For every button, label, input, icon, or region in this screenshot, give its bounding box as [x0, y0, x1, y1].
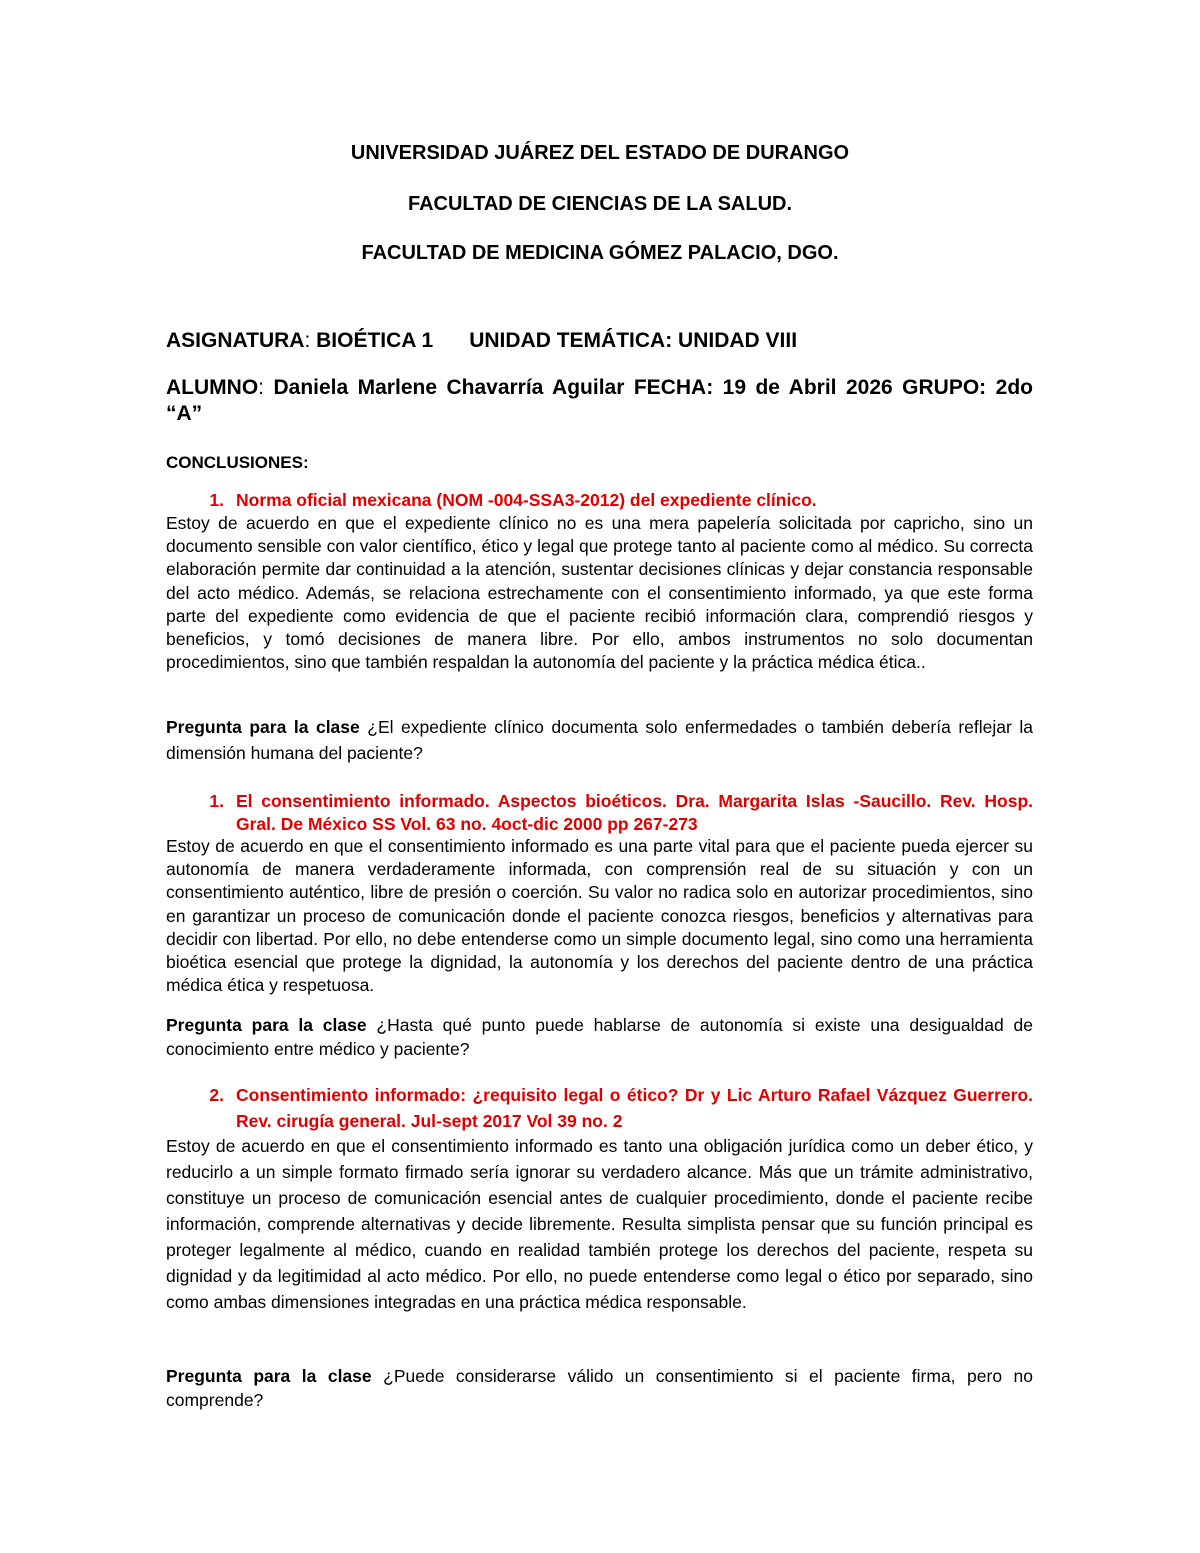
group-value: 2do “A”	[166, 376, 1033, 425]
class-question	[166, 1013, 1033, 1061]
section-number: 1.	[209, 791, 224, 811]
date-label: FECHA:	[633, 376, 714, 399]
section-number: 2.	[209, 1085, 224, 1105]
question-text: ¿El expediente clínico documenta solo enfermedades o también debería reflejar la dimensión humana del paciente?	[166, 717, 1033, 763]
question-label: Pregunta para la clase	[166, 1015, 367, 1035]
section-title: El consentimiento informado. Aspectos bioéticos. Dra. Margarita Islas -Saucillo. Rev. Hosp. Gral. De México SS Vol. 63 no. 4oct-dic 2000 pp 267-273	[236, 791, 1033, 834]
unit-separator: :	[665, 329, 673, 352]
school-title: FACULTAD DE MEDICINA GÓMEZ PALACIO, DGO.	[361, 242, 839, 264]
section-body: Estoy de acuerdo en que el expediente clínico no es una mera papelería solicitada por capricho, sino un documento sensible con valor científico, ético y legal que protege tanto al paciente como al médico. Su correcta elaboración permite dar continuidad a la atención, sustentar decisiones clínicas y dejar constancia responsable del acto médico. Además, se relaciona estrechamente con el consentimiento informado, ya que este forma parte del expediente como evidencia de que el paciente recibió información clara, comprendió riesgos y beneficios, y tomó decisiones de manera libre. Por ello, ambos instrumentos no solo documentan procedimientos, sino que también respaldan la autonomía del paciente y la práctica médica ética..	[166, 513, 1033, 673]
section-heading	[166, 488, 1033, 512]
section-body: Estoy de acuerdo en que el consentimiento informado es tanto una obligación jurídica como un deber ético, y reducirlo a un simple formato firmado sería ignorar su verdadero alcance. Más que un trámite administrativo, constituye un proceso de comunicación esencial antes de cualquier procedimiento, donde el paciente recibe información, comprende alternativas y decide libremente. Resulta simplista pensar que su función principal es proteger legalmente al médico, cuando en realidad también protege los derechos del paciente, respeta su dignidad y da legitimidad al acto médico. Por ello, no puede entenderse como legal o ético por separado, sino como ambas dimensiones integradas en una práctica médica responsable.	[166, 1136, 1033, 1312]
question-label: Pregunta para la clase	[166, 1366, 372, 1386]
subject-value: BIOÉTICA 1	[310, 329, 434, 352]
section-title: Norma oficial mexicana (NOM -004-SSA3-2012) del expediente clínico.	[236, 490, 817, 510]
faculty-title: FACULTAD DE CIENCIAS DE LA SALUD.	[407, 193, 793, 215]
section-body: Estoy de acuerdo en que el consentimiento informado es una parte vital para que el paciente pueda ejercer su autonomía de manera verdaderamente informada, con comprensión real de su situación y con un consentimiento auténtico, libre de presión o coerción. Su valor no radica solo en autorizar procedimientos, sino en garantizar un proceso de comunicación donde el paciente conozca riesgos, beneficios y alternativas para decidir con libertad. Por ello, no debe entenderse como un simple documento legal, sino como una herramienta bioética esencial que protege la dignidad, la autonomía y los derechos del paciente dentro de una práctica médica ética y respetuosa.	[166, 836, 1033, 996]
section-heading	[166, 1082, 1033, 1134]
group-label: GRUPO:	[902, 376, 987, 399]
class-question	[166, 714, 1033, 766]
subject-separator: :	[304, 329, 311, 352]
university-title: UNIVERSIDAD JUÁREZ DEL ESTADO DE DURANGO	[350, 142, 850, 164]
subject-label: ASIGNATURA	[166, 329, 305, 352]
unit-value: UNIDAD VIII	[672, 329, 798, 352]
question-text: ¿Hasta qué punto puede hablarse de autonomía si existe una desigualdad de conocimiento entre médico y paciente?	[166, 1015, 1033, 1059]
question-label: Pregunta para la clase	[166, 717, 360, 737]
subject-unit-line	[166, 328, 1033, 354]
conclusions-title: CONCLUSIONES:	[166, 453, 309, 472]
student-label: ALUMNO	[166, 376, 259, 399]
student-name: Daniela Marlene Chavarría Aguilar	[264, 376, 634, 399]
date-value: 19 de Abril 2026	[713, 376, 893, 399]
section-number: 1.	[209, 490, 224, 510]
student-line	[166, 375, 1033, 427]
unit-label: UNIDAD TEMÁTICA	[469, 329, 666, 352]
section-heading	[166, 790, 1033, 836]
section-title: Consentimiento informado: ¿requisito legal o ético? Dr y Lic Arturo Rafael Vázquez Guerrero. Rev. cirugía general. Jul-sept 2017 Vol 39 no. 2	[236, 1085, 1033, 1131]
class-question	[166, 1364, 1033, 1412]
student-separator: :	[258, 376, 264, 399]
question-text: ¿Puede considerarse válido un consentimiento si el paciente firma, pero no comprende?	[166, 1366, 1033, 1410]
